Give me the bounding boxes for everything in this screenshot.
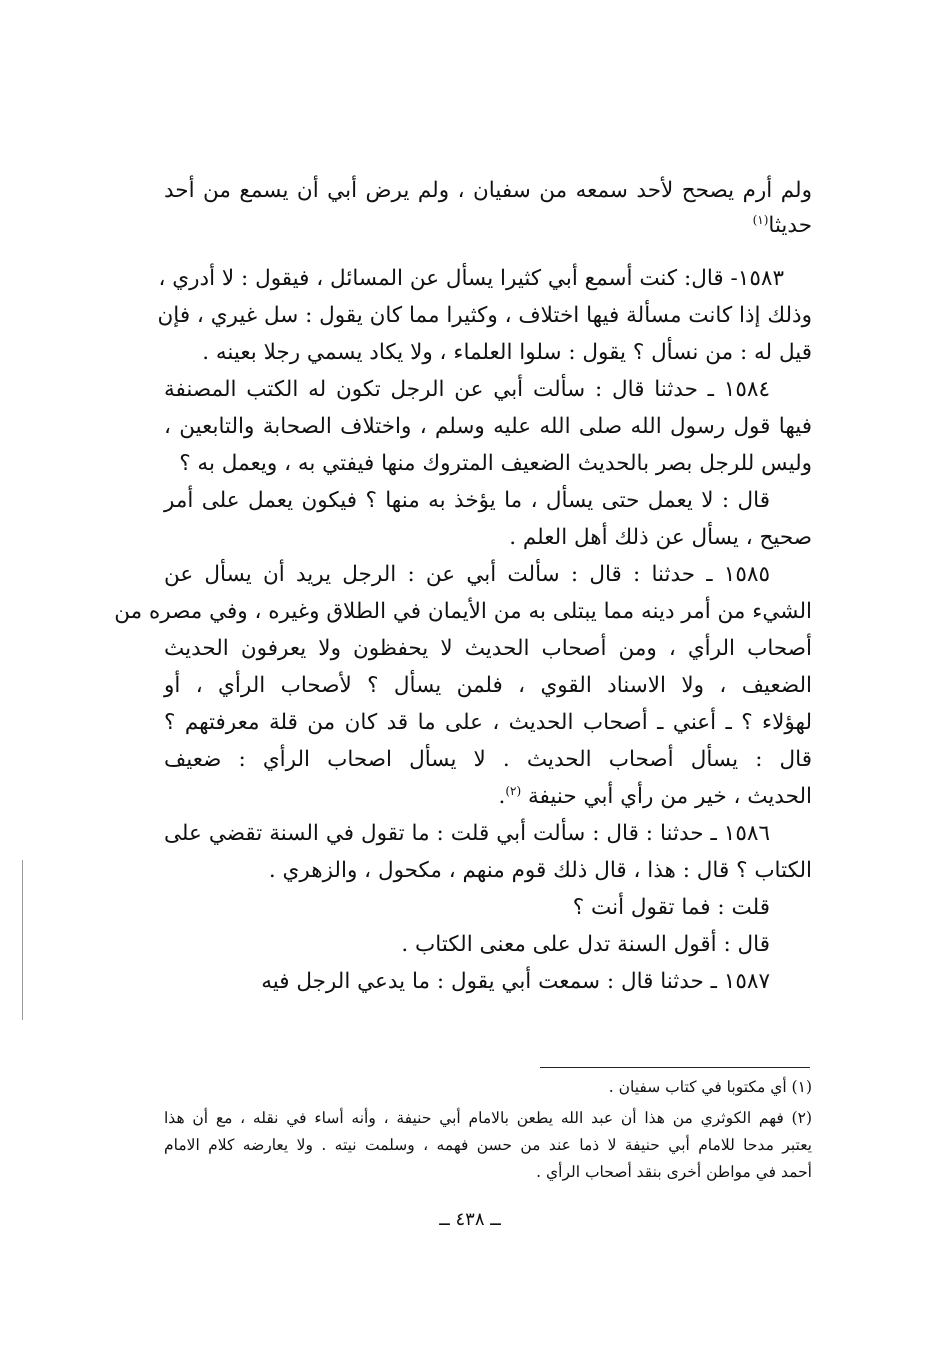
text-line: الضعيف ، ولا الاسناد القوي ، فلمن يسأل ؟ لأصحاب الرأي ، أو — [164, 673, 812, 698]
footnote-line: (١) أي مكتوبا في كتاب سفيان . — [608, 1078, 812, 1096]
footnotes — [164, 1074, 812, 1186]
text-line: قال : أقول السنة تدل على معنى الكتاب . — [401, 932, 770, 957]
text-line: ١٥٨٣- قال: كنت أسمع أبي كثيرا يسأل عن المسائل ، فيقول : لا أدري ، — [158, 266, 784, 291]
scan-edge-mark — [22, 860, 23, 1020]
footnote-marker: (٢) — [505, 783, 522, 798]
text-line: ولم أرم يصحح لأحد سمعه من سفيان ، ولم يرض أبي أن يسمع من أحد — [164, 178, 812, 203]
main-text — [114, 172, 812, 1000]
page-number: ــ ٤٣٨ ــ — [439, 1209, 501, 1230]
text-line: أصحاب الرأي ، ومن أصحاب الحديث لا يحفظون ولا يعرفون الحديث — [164, 636, 812, 661]
text-line: ١٥٨٦ ـ حدثنا : قال : سألت أبي قلت : ما تقول في السنة تقضي على — [164, 821, 770, 846]
text-line: الشيء من أمر دينه مما يبتلى به من الأيمان في الطلاق وغيره ، وفي مصره من — [114, 599, 812, 624]
text-line: قال : لا يعمل حتى يسأل ، ما يؤخذ به منها ؟ فيكون يعمل على أمر — [164, 488, 770, 513]
text-line: ١٥٨٧ ـ حدثنا قال : سمعت أبي يقول : ما يدعي الرجل فيه — [261, 969, 770, 994]
footnote-line: (٢) فهم الكوثري من هذا أن عبد الله يطعن بالامام أبي حنيفة ، وأنه أساء في نقله ، مع أن هذا — [164, 1109, 812, 1127]
footnote-line: أحمد في مواطن أخرى بنقد أصحاب الرأي . — [536, 1163, 812, 1181]
footnote-marker: (١) — [752, 212, 769, 227]
text-line: لهؤلاء ؟ ـ أعني ـ أصحاب الحديث ، على ما قد كان من قلة معرفتهم ؟ — [164, 710, 812, 735]
text-fragment: الحديث ، خير من رأي أبي حنيفة — [528, 784, 812, 809]
text-line: قال : يسأل أصحاب الحديث . لا يسأل اصحاب الرأي : ضعيف — [164, 747, 812, 772]
text-line: وليس للرجل بصر بالحديث الضعيف المتروك منها فيفتي به ، ويعمل به ؟ — [179, 451, 812, 476]
text-fragment: حديثا — [768, 213, 812, 238]
text-line: قلت : فما تقول أنت ؟ — [572, 895, 770, 920]
text-line: ١٥٨٥ ـ حدثنا : قال : سألت أبي عن : الرجل يريد أن يسأل عن — [164, 562, 770, 587]
text-line — [164, 209, 812, 242]
footnote-line: يعتبر مدحا للامام أبي حنيفة لا ذما عند من حسن فهمه ، وسلمت نيته . ولا يعارضه كلام الامام — [164, 1136, 812, 1154]
text-line: وذلك إذا كانت مسألة فيها اختلاف ، وكثيرا مما كان يقول : سل غيري ، فإن — [157, 303, 812, 328]
text-line: الكتاب ؟ قال : هذا ، قال ذلك قوم منهم ، مكحول ، والزهري . — [268, 858, 812, 883]
text-line: ١٥٨٤ ـ حدثنا قال : سألت أبي عن الرجل تكون له الكتب المصنفة — [164, 377, 770, 402]
text-line: صحيح ، يسأل عن ذلك أهل العلم . — [509, 525, 812, 550]
text-line: الحديث ، خير من رأي أبي حنيفة $^{(٢)}$. — [498, 783, 812, 809]
footnote-separator — [540, 1067, 810, 1068]
text-line: قيل له : من نسأل ؟ يقول : سلوا العلماء ، ولا يكاد يسمي رجلا بعينه . — [202, 340, 812, 365]
text-line: فيها قول رسول الله صلى الله عليه وسلم ، واختلاف الصحابة والتابعين ، — [164, 414, 812, 439]
